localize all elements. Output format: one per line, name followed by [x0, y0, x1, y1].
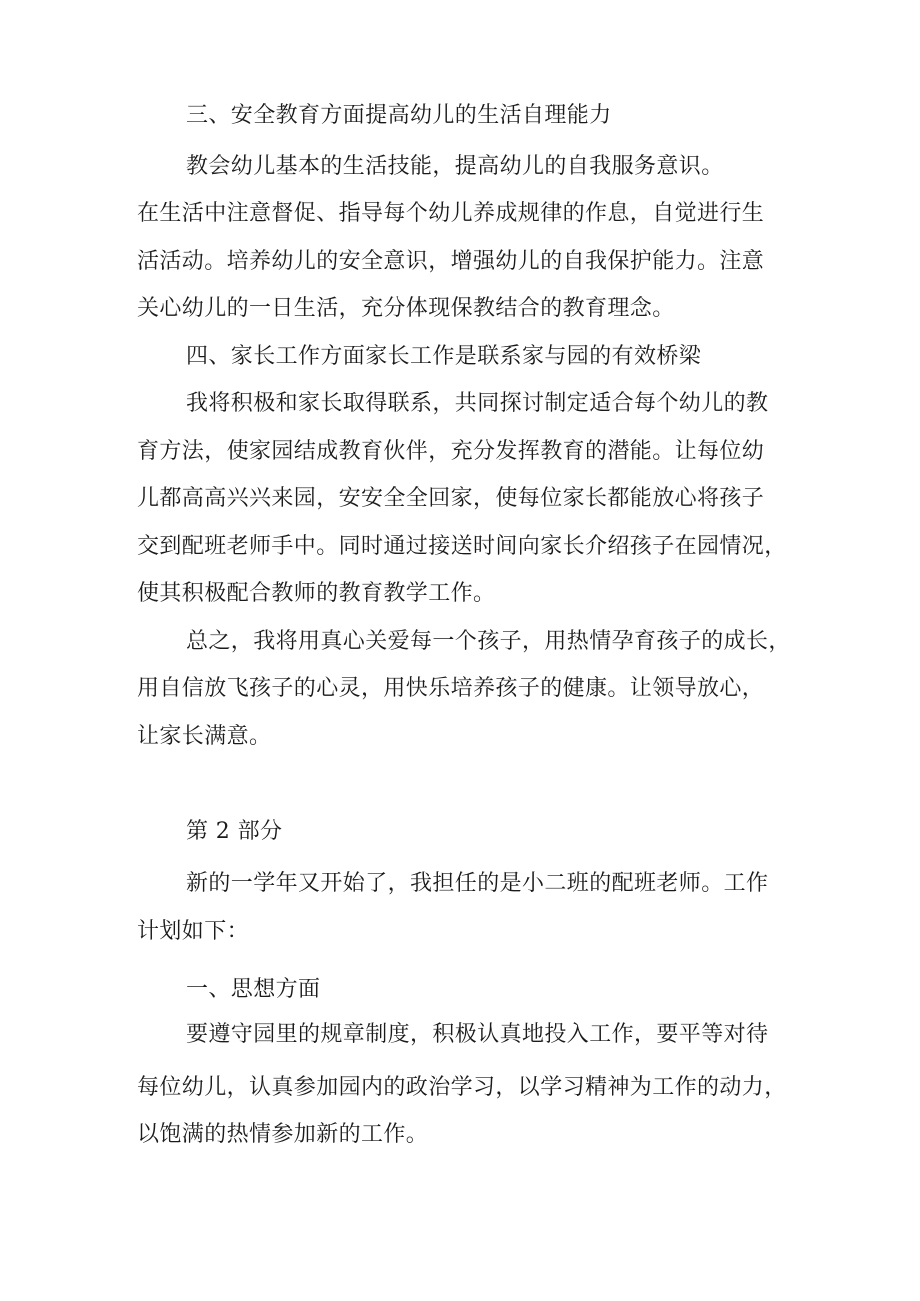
paragraph-line: 使其积极配合教师的教育教学工作。: [137, 581, 496, 606]
paragraph-line: 育方法，使家园结成教育伙伴，充分发挥教育的潜能。让每位幼: [137, 439, 765, 464]
section-four-heading: 四、家长工作方面家长工作是联系家与园的有效桥梁: [186, 344, 702, 369]
part-two-body-line: 每位幼儿，认真参加园内的政治学习，以学习精神为工作的动力，: [137, 1075, 787, 1100]
section-three-heading: 三、安全教育方面提高幼儿的生活自理能力: [186, 103, 612, 128]
summary-line: 用自信放飞孩子的心灵，用快乐培养孩子的健康。让领导放心，: [137, 676, 765, 701]
paragraph-line: 我将积极和家长取得联系，共同探讨制定适合每个幼儿的教: [186, 391, 769, 416]
paragraph-line: 活活动。培养幼儿的安全意识，增强幼儿的自我保护能力。注意: [137, 249, 765, 274]
part-two-heading-one: 一、思想方面: [186, 977, 321, 1002]
paragraph-line: 教会幼儿基本的生活技能，提高幼儿的自我服务意识。: [186, 154, 724, 179]
paragraph-line: 关心幼儿的一日生活，充分体现保教结合的教育理念。: [137, 296, 675, 321]
part-two-body-line: 以饱满的热情参加新的工作。: [137, 1122, 429, 1147]
part-two-intro-line: 计划如下：: [137, 919, 250, 944]
summary-line: 总之，我将用真心关爱每一个孩子，用热情孕育孩子的成长，: [186, 629, 791, 654]
paragraph-line: 交到配班老师手中。同时通过接送时间向家长介绍孩子在园情况，: [137, 534, 787, 559]
paragraph-line: 儿都高高兴兴来园，安安全全回家，使每位家长都能放心将孩子: [137, 486, 765, 511]
part-two-body-line: 要遵守园里的规章制度，积极认真地投入工作，要平等对待: [186, 1022, 769, 1047]
part-two-intro-line: 新的一学年又开始了，我担任的是小二班的配班老师。工作: [186, 871, 769, 896]
paragraph-line: 在生活中注意督促、指导每个幼儿养成规律的作息，自觉进行生: [137, 201, 765, 226]
part-two-title: 第 2 部分: [186, 819, 283, 844]
summary-line: 让家长满意。: [137, 724, 272, 749]
